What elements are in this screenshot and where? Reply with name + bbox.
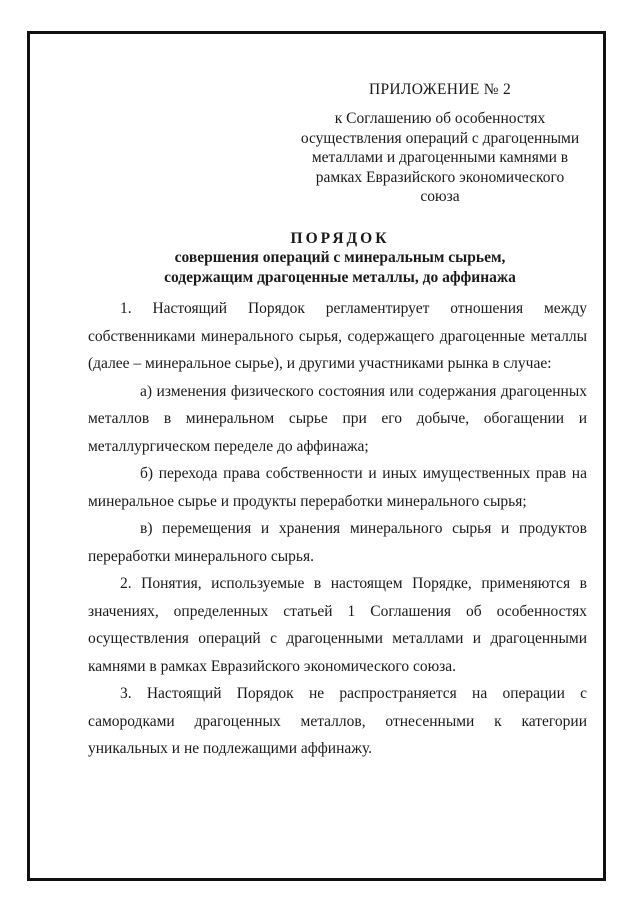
appendix-line: к Соглашению об особенностях [334, 110, 546, 127]
paragraph-1a: а) изменения физического состояния или содержания драгоценных металлов в минеральном сырье при его добыче, обогащении и металлургическом переделе до аффинажа; [88, 382, 587, 455]
paragraph-1b: б) перехода права собственности и иных имущественных прав на минеральное сырье и продукты переработки минерального сырья; [88, 465, 587, 510]
paragraph-3: 3. Настоящий Порядок не распространяется на операции с самородками драгоценных металлов, отнесенными к категории уникальных и не подлежащими аффинажу. [88, 685, 587, 757]
document-title: ПОРЯДОК [290, 230, 390, 247]
paragraph-1c: в) перемещения и хранения минерального сырья и продуктов переработки минерального сырья. [88, 520, 587, 565]
subtitle-line: содержащим драгоценные металлы, до аффинажа [164, 268, 516, 286]
appendix-title: ПРИЛОЖЕНИЕ № 2 [368, 81, 512, 98]
document-body [88, 295, 587, 763]
paragraph-2: 2. Понятия, используемые в настоящем Порядке, применяются в значениях, определенных статьей 1 Соглашения об особенностях осуществления операций с драгоценными металлами и драгоценными камнями в рамках Евразийского экономического союза. [88, 575, 587, 675]
appendix-line: осуществления операций с драгоценными [300, 129, 580, 147]
appendix-description [282, 109, 598, 207]
subtitle-line: совершения операций с минеральным сырьем, [174, 249, 506, 266]
appendix-line: рамках Евразийского экономического [315, 168, 565, 186]
appendix-line: союза [420, 188, 460, 205]
document-subtitle [70, 248, 610, 287]
paragraph-1: 1. Настоящий Порядок регламентирует отношения между собственниками минерального сырья, содержащего драгоценные металлы (далее – минеральное сырье), и другими участниками рынка в случае: [88, 300, 587, 372]
appendix-line: металлами и драгоценными камнями в [311, 149, 569, 166]
